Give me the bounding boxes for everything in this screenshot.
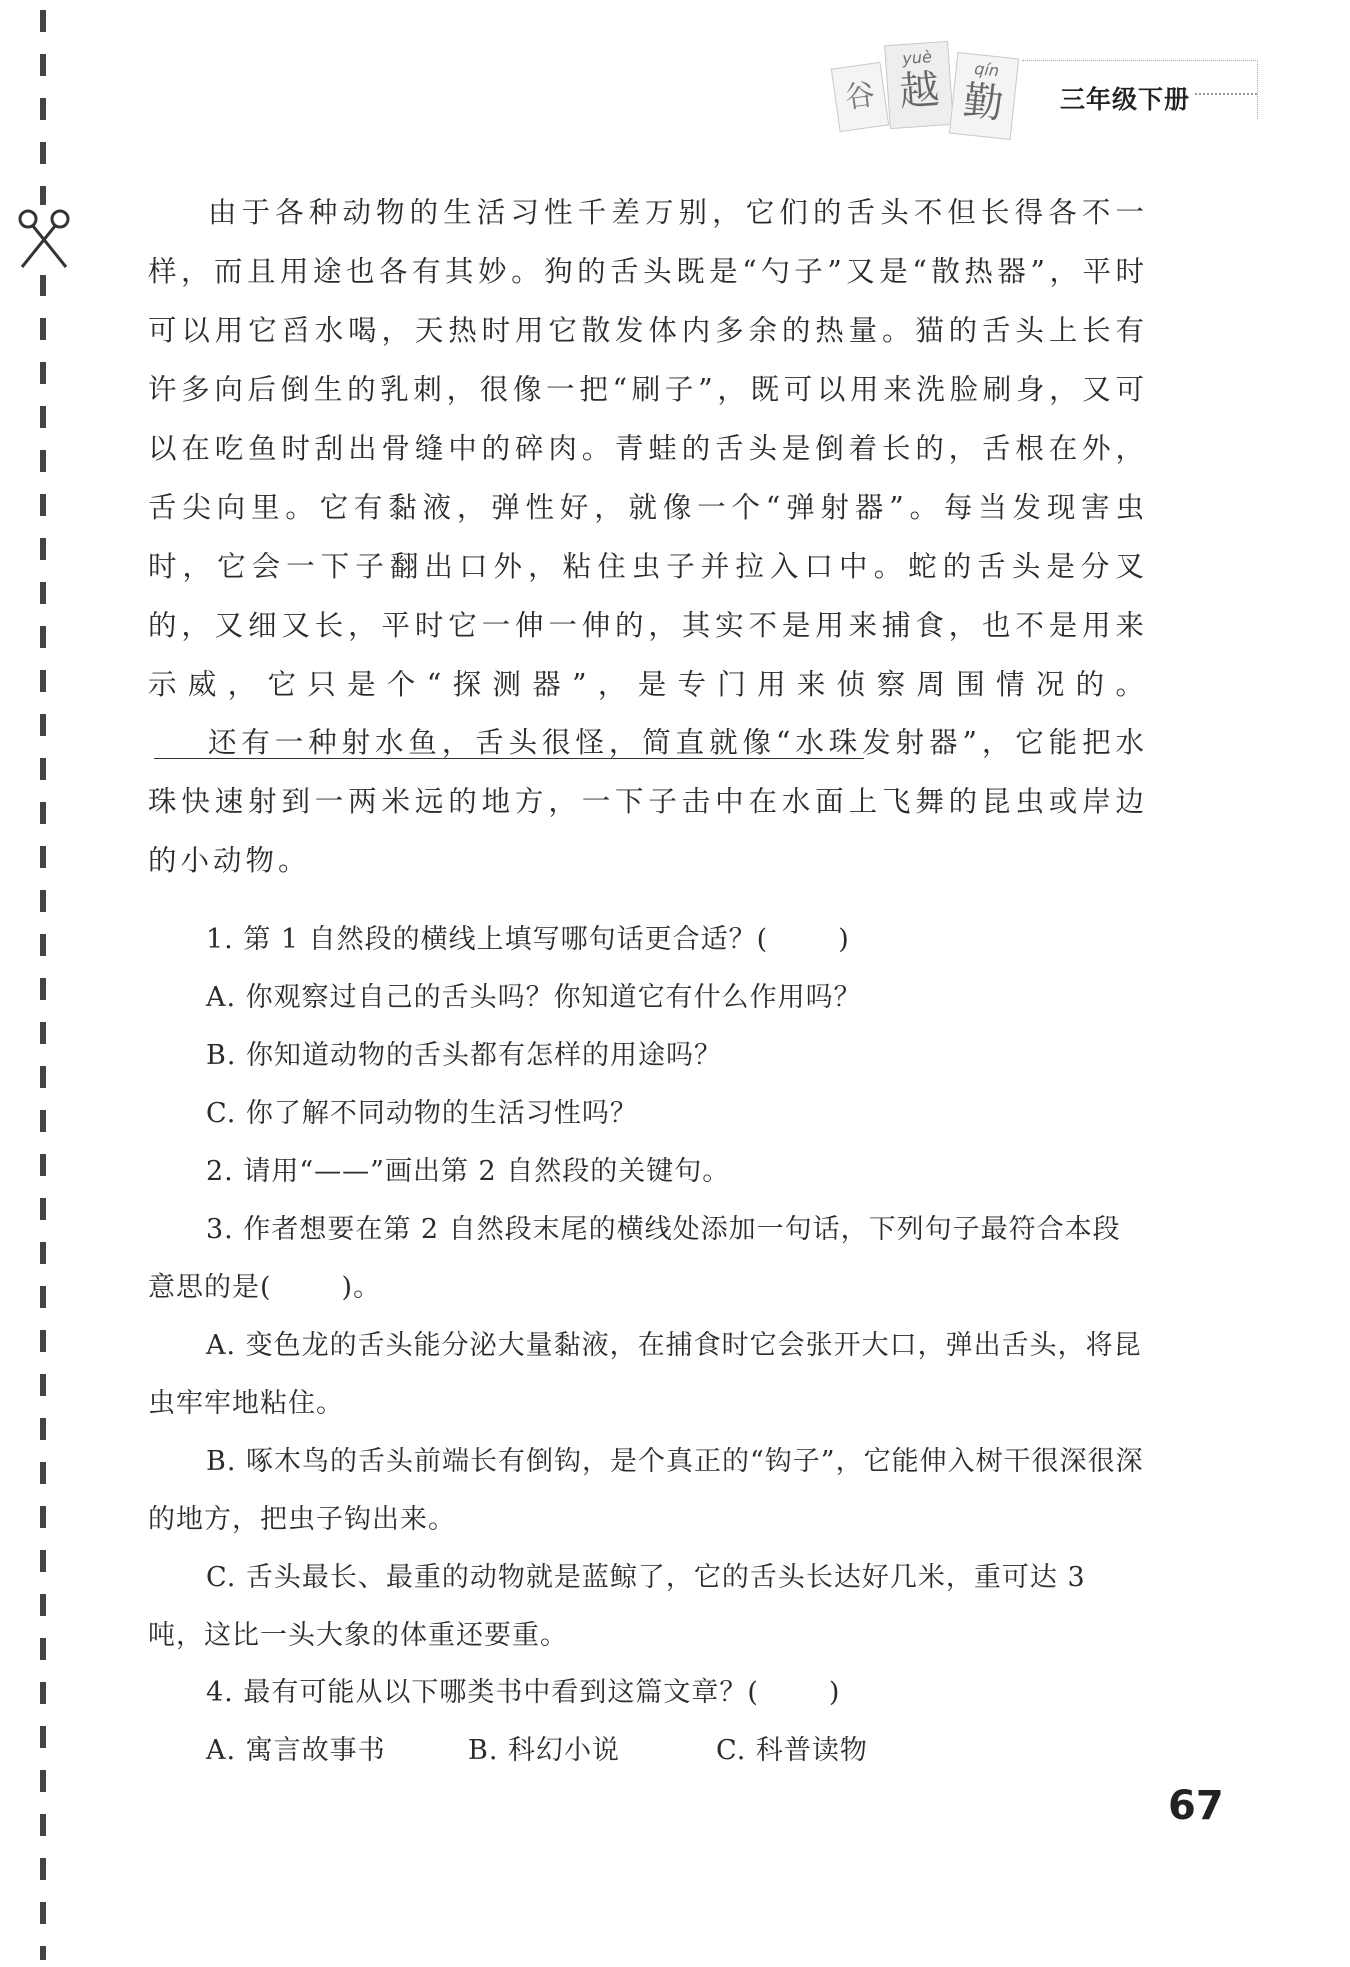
question-4-option-c: C. 科普读物 [716, 1735, 868, 1766]
logo-card-3-pinyin: qín [973, 58, 1001, 81]
article-paragraph-1 [148, 183, 1148, 773]
header-dotted-rule [1195, 93, 1257, 95]
question-3-option-a: A. 变色龙的舌头能分泌大量黏液，在捕食时它会张开大口，弹出舌头，将昆虫牢牢地粘住。 [148, 1330, 1142, 1419]
header-logo [835, 35, 1025, 145]
question-1-text: 1. 第 1 自然段的横线上填写哪句话更合适？( [206, 924, 769, 955]
question-2-stem: 2. 请用“——”画出第 2 自然段的关键句。 [206, 1156, 731, 1187]
question-1-close: ) [838, 924, 850, 955]
grade-label: 三年级下册 [1060, 85, 1191, 114]
question-1-option-b: B. 你知道动物的舌头都有怎样的用途吗？ [206, 1040, 723, 1071]
logo-card-3 [949, 52, 1019, 140]
logo-card-3-char: 勤 [960, 77, 1006, 128]
question-3-close: )。 [341, 1272, 382, 1303]
question-3-text: 3. 作者想要在第 2 自然段末尾的横线处添加一句话，下列句子最符合本段意思的是( [148, 1214, 1121, 1303]
question-3-option-c: C. 舌头最长、最重的动物就是蓝鲸了，它的舌头长达好几米，重可达 3 吨，这比一头大象的体重还要重。 [148, 1562, 1086, 1651]
cut-line-dashed [40, 10, 46, 1960]
logo-card-2-pinyin: yuè [901, 47, 933, 69]
logo-card-2-char: 越 [897, 66, 941, 116]
question-4-option-b: B. 科幻小说 [468, 1735, 621, 1766]
question-4-options [206, 1722, 868, 1780]
question-3-stem [148, 1201, 1148, 1317]
question-4-text: 4. 最有可能从以下哪类书中看到这篇文章？( [206, 1677, 759, 1708]
question-1-stem [148, 911, 1148, 969]
logo-card-1-char: 谷 [842, 77, 878, 116]
paragraph-1-text: 由于各种动物的生活习性千差万别，它们的舌头不但长得各不一样，而且用途也各有其妙。狗的舌头既是“勺子”又是“散热器”，平时可以用它舀水喝，天热时用它散发体内多余的热量。猫的舌头上长有许多向后倒生的乳刺，很像一把“刷子”，既可以用来洗脸刷身，又可以在吃鱼时刮出骨缝中的碎肉。青蛙的舌头是倒着长的，舌根在外，舌尖向里。它有黏液，弹性好，就像一个“弹射器”。每当发现害虫时，它会一下子翻出口外，粘住虫子并拉入口中。蛇的舌头是分叉的，又细又长，平时它一伸一伸的，其实不是用来捕食，也不是用来示威，它只是个“探测器”，是专门用来侦察周围情况的。 [148, 196, 1148, 701]
question-1-option-c: C. 你了解不同动物的生活习性吗？ [206, 1098, 638, 1129]
question-3-option-b: B. 啄木鸟的舌头前端长有倒钩，是个真正的“钩子”，它能伸入树干很深很深的地方，把虫子钩出来。 [148, 1446, 1144, 1535]
question-4-stem [148, 1664, 1148, 1722]
scissors-icon [14, 205, 74, 275]
logo-card-1 [831, 62, 889, 132]
page-number: 67 [1168, 1783, 1224, 1829]
question-4-option-a: A. 寓言故事书 [206, 1735, 386, 1766]
question-1-option-a: A. 你观察过自己的舌头吗？你知道它有什么作用吗？ [206, 982, 862, 1013]
article-paragraph-2: 还有一种射水鱼，舌头很怪，简直就像“水珠发射器”，它能把水珠快速射到一两米远的地方，一下子击中在水面上飞舞的昆虫或岸边的小动物。 [148, 726, 1148, 877]
logo-card-2 [884, 41, 954, 129]
question-4-close: ) [828, 1677, 841, 1708]
